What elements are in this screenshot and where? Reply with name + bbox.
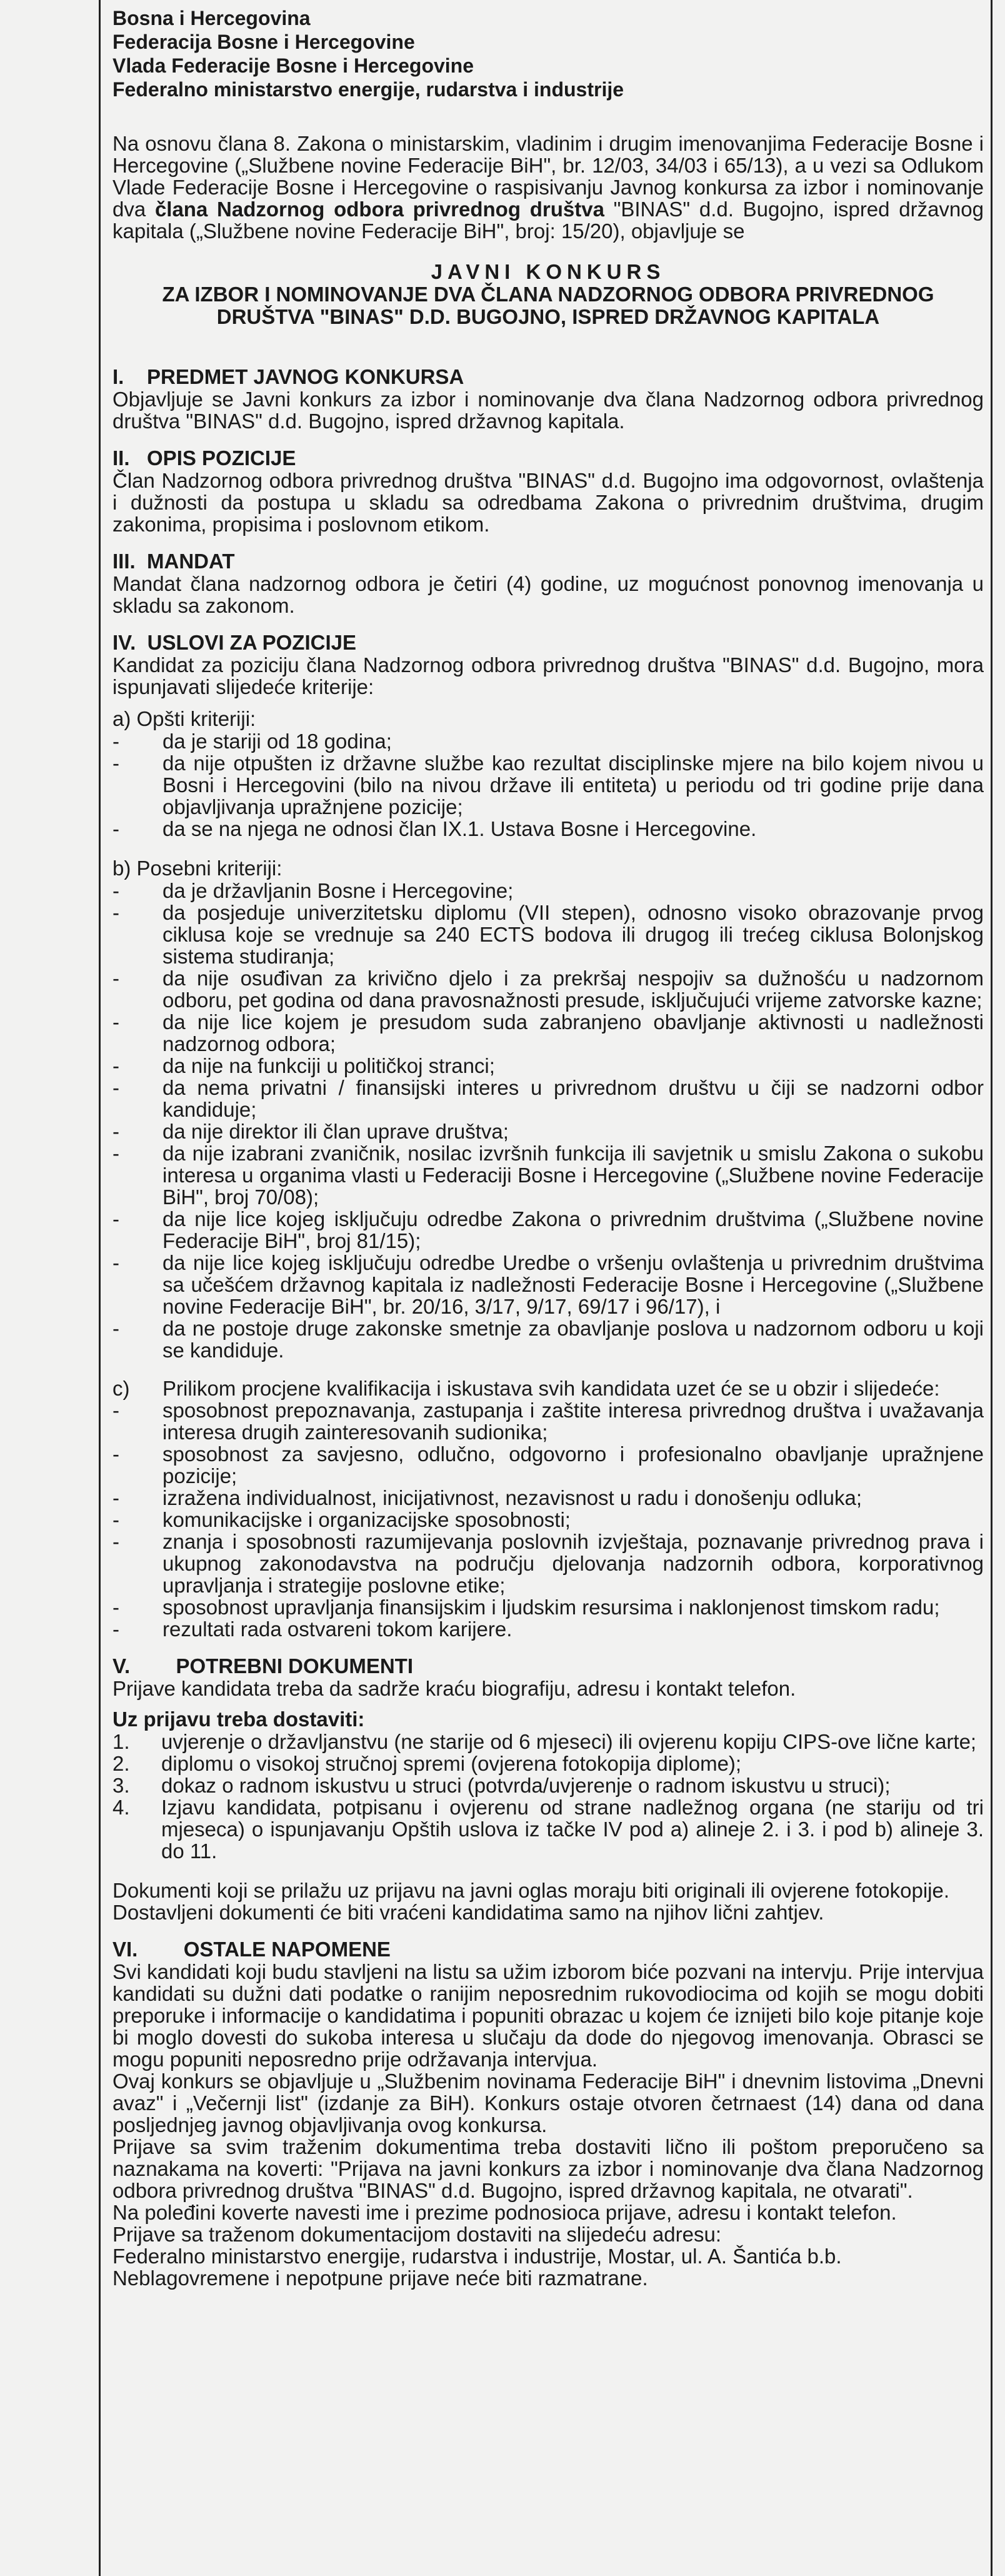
section-notes: [112, 1938, 984, 2289]
list-item: [112, 1731, 984, 1753]
documents-subheading: Uz prijavu treba dostaviti:: [112, 1708, 365, 1731]
item-number: 1.: [112, 1730, 130, 1753]
evaluation-criteria: [112, 1377, 984, 1640]
item-text: dokaz o radnom iskustvu u struci (potvrda/uvjerenje o radnom iskustvu u struci);: [161, 1774, 891, 1797]
item-number: 3.: [112, 1774, 130, 1797]
section-text: Ovaj konkurs se objavljuje u „Službenim novinama Federacije BiH" i dnevnim listovima „Dnevni avaz" i „Večernji list" (izdanje za BiH). Konkurs ostaje otvoren četrnaest (14) dana od dana posljednjeg javnog objavljivanja ovog konkursa.: [112, 2070, 984, 2136]
header-line: Bosna i Hercegovina: [112, 7, 311, 29]
list-item: - rezultati rada ostvareni tokom karijere.: [112, 1618, 984, 1640]
list-item: - da nije direktor ili član uprave društva;: [112, 1120, 984, 1142]
section-heading: V. POTREBNI DOKUMENTI: [112, 1654, 413, 1678]
section-heading: IV. USLOVI ZA POZICIJE: [112, 631, 356, 654]
list-item: - sposobnost prepoznavanja, zastupanja i zaštite interesa privrednog društva i uvažavanja interesa drugih zainteresovanih sudionika;: [112, 1399, 984, 1443]
evaluation-criteria-intro: Prilikom procjene kvalifikacija i iskustava svih kandidata uzet će se u obzir i slijedeće:: [162, 1377, 940, 1400]
section-text: Prijave sa svim traženim dokumentima treba dostaviti lično ili poštom preporučeno sa naznakama na koverti: "Prijava na javni konkurs za izbor i nominovanje dva člana Nadzornog odbora privrednog društva "BINAS" d.d. Bugojno, ispred državnog kapitala, ne otvarati".: [112, 2135, 984, 2202]
item-text: Izjavu kandidata, potpisanu i ovjerenu od strane nadležnog organa (ne stariju od tri mjeseca) o ispunjavanju Opštih uslova iz tačke IV pod a) alineje 2. i 3. i pod b) alineje 3. do 11.: [161, 1796, 984, 1863]
general-criteria-label: a) Opšti kriteriji:: [112, 707, 256, 730]
section-heading: III. MANDAT: [112, 550, 235, 573]
item-text: uvjerenje o državljanstvu (ne starije od 6 mjeseci) ili ovjerenu kopiju CIPS-ove lične karte;: [161, 1730, 977, 1753]
section-text: Dokumenti koji se prilažu uz prijavu na javni oglas moraju biti originali ili ovjerene fotokopije.: [112, 1879, 949, 1902]
section-text: Neblagovremene i nepotpune prijave neće biti razmatrane.: [112, 2267, 648, 2290]
list-item: - da nije lice kojem je presudom suda zabranjeno obavljanje aktivnosti u nadležnosti nadzornog odbora;: [112, 1011, 984, 1055]
header-line: Federacija Bosne i Hercegovine: [112, 31, 415, 53]
list-item: - da nema privatni / finansijski interes u privrednom društvu u čiji se nadzorni odbor kandiduje;: [112, 1077, 984, 1120]
item-number: 2.: [112, 1752, 130, 1775]
list-item: - da ne postoje druge zakonske smetnje za obavljanje poslova u nadzornom odboru u koji se kandiduje.: [112, 1317, 984, 1361]
list-item: - da posjeduje univerzitetsku diplomu (VII stepen), odnosno visoko obrazovanje prvog ciklusa koje se vrednuje sa 240 ECTS bodova ili drugog ili trećeg ciklusa Bolonjskog sistema studiranja;: [112, 902, 984, 967]
intro-bold-text: člana Nadzornog odbora privrednog društva: [154, 198, 604, 221]
intro-text: "BINAS" d.d. Bugojno, ispred državnog kapitala („Službene novine Federacije BiH", broj: 15/20), objavljuje se: [112, 198, 984, 243]
list-item: - da nije lice kojeg isključuju odredbe Zakona o privrednim društvima („Službene novine Federacije BiH", broj 81/15);: [112, 1208, 984, 1252]
section-text: Objavljuje se Javni konkurs za izbor i nominovanje dva člana Nadzornog odbora privrednog društva "BINAS" d.d. Bugojno, ispred državnog kapitala.: [112, 388, 984, 433]
special-criteria-label: b) Posebni kriteriji:: [112, 857, 282, 880]
section-text: Član Nadzornog odbora privrednog društva "BINAS" d.d. Bugojno ima odgovornost, ovlaštenja i dužnosti da postupa u skladu sa odredbama Zakona o privrednim društvima, drugim zakonima, propisima i poslovnom etikom.: [112, 469, 984, 536]
special-criteria-list: [112, 880, 984, 1361]
list-item: [112, 1774, 984, 1796]
section-mandate: [112, 550, 984, 616]
list-item: - da nije lice kojeg isključuju odredbe Uredbe o vršenju ovlaštenja u privrednim društvima sa učešćem državnog kapitala iz nadležnosti Federacije Bosne i Hercegovine („Službene novine Federacije BiH", br. 20/16, 3/17, 9/17, 69/17 i 96/17), i: [112, 1252, 984, 1317]
notice-title: [112, 261, 984, 328]
section-heading: II. OPIS POZICIJE: [112, 446, 296, 470]
section-text: Prijave kandidata treba da sadrže kraću biografiju, adresu i kontakt telefon.: [112, 1677, 796, 1700]
section-conditions: [112, 631, 984, 1640]
list-item: - da nije izabrani zvaničnik, nosilac izvršnih funkcija ili savjetnik u smislu Zakona o sukobu interesa u organima vlasti u Federaciji Bosne i Hercegovine („Službene novine Federacije BiH", broj 70/08);: [112, 1142, 984, 1208]
list-item: - da je državljanin Bosne i Hercegovine;: [112, 880, 984, 902]
documents-list: [112, 1731, 984, 1862]
intro-text: Na osnovu člana 8. Zakona o ministarskim, vladinim i drugim imenovanjima Federacije Bosne i Hercegovine („Službene novine Federacije BiH", br. 12/03, 34/03 i 65/13), a u vezi sa Odlukom Vlade Federacije Bosne i Hercegovine o raspisivanju Javnog konkursa za izbor i nominovanje dva: [112, 132, 984, 221]
header-line: Vlada Federacije Bosne i Hercegovine: [112, 54, 474, 77]
list-item: - sposobnost za savjesno, odlučno, odgovorno i profesionalno obavljanje upražnjene pozicije;: [112, 1443, 984, 1487]
section-text: Mandat člana nadzornog odbora je četiri (4) godine, uz mogućnost ponovnog imenovanja u skladu sa zakonom.: [112, 572, 984, 617]
evaluation-criteria-label: c): [112, 1377, 130, 1400]
section-text: Dostavljeni dokumenti će biti vraćeni kandidatima samo na njihov lični zahtjev.: [112, 1901, 824, 1924]
section-subject: [112, 366, 984, 432]
list-item: - da se na njega ne odnosi član IX.1. Ustava Bosne i Hercegovine.: [112, 818, 984, 840]
title-line: JAVNI KONKURS: [431, 260, 666, 283]
general-criteria-list: [112, 730, 984, 840]
item-number: 4.: [112, 1796, 130, 1819]
list-item: - da nije osuđivan za krivično djelo i za prekršaj nespojiv sa dužnošću u nadzornom odboru, pet godina od dana pravosnažnosti presude, isključujući vrijeme zatvorske kazne;: [112, 967, 984, 1011]
list-item: [112, 1796, 984, 1862]
item-text: diplomu o visokoj stručnoj spremi (ovjerena fotokopija diplome);: [161, 1752, 742, 1775]
section-text: Prijave sa traženom dokumentacijom dostaviti na slijedeću adresu:: [112, 2223, 721, 2246]
section-heading: I. PREDMET JAVNOG KONKURSA: [112, 365, 464, 388]
section-text: Na poleđini koverte navesti ime i prezime podnosioca prijave, adresu i kontakt telefon.: [112, 2201, 897, 2224]
list-item: - komunikacijske i organizacijske sposobnosti;: [112, 1509, 984, 1531]
section-text: Federalno ministarstvo energije, rudarstva i industrije, Mostar, ul. A. Šantića b.b.: [112, 2245, 842, 2268]
section-position: [112, 447, 984, 535]
list-item: [112, 1753, 984, 1774]
list-item: - izražena individualnost, inicijativnost, nezavisnost u radu i donošenju odluka;: [112, 1487, 984, 1509]
list-item: - da nije otpušten iz državne službe kao rezultat disciplinske mjere na bilo kojem nivou u Bosni i Hercegovini (bilo na nivou države ili entiteta) u periodu od tri godine prije dana objavljivanja upražnjene pozicije;: [112, 752, 984, 818]
intro-paragraph: [112, 133, 984, 242]
list-item: - da je stariji od 18 godina;: [112, 730, 984, 752]
section-text: Svi kandidati koji budu stavljeni na listu sa užim izborom biće pozvani na intervju. Prije intervjua kandidati su dužni dati podatke o ranijim neposrednim rukovodiocima od kojih se mogu dobiti preporuke i informacije o kandidatima i popuniti obrazac u kojem će iznijeti bilo koje pitanje koje bi moglo dovesti do sukoba interesa u slučaju da dode do njegovog imenovanja. Obrasci se mogu popuniti neposredno prije održavanja intervjua.: [112, 1960, 984, 2071]
section-documents: [112, 1655, 984, 1923]
list-item: - znanja i sposobnosti razumijevanja poslovnih izvještaja, poznavanje privrednog prava i ukupnog zakonodavstva na području djelovanja nadzornih odbora, korporativnog upravljanja i strategije poslovne etike;: [112, 1531, 984, 1596]
list-item: - da nije na funkciji u političkoj stranci;: [112, 1055, 984, 1077]
title-line: ZA IZBOR I NOMINOVANJE DVA ČLANA NADZORNOG ODBORA PRIVREDNOG: [162, 283, 934, 306]
header-line: Federalno ministarstvo energije, rudarstva i industrije: [112, 78, 624, 101]
issuer-header: [112, 6, 984, 101]
evaluation-criteria-list: [162, 1399, 984, 1640]
section-heading: VI. OSTALE NAPOMENE: [112, 1938, 391, 1961]
section-text: Kandidat za poziciju člana Nadzornog odbora privrednog društva "BINAS" d.d. Bugojno, mora ispunjavati slijedeće kriterije:: [112, 653, 984, 698]
list-item: - sposobnost upravljanja finansijskim i ljudskim resursima i naklonjenost timskom radu;: [112, 1596, 984, 1618]
title-line: DRUŠTVA "BINAS" D.D. BUGOJNO, ISPRED DRŽAVNOG KAPITALA: [216, 305, 880, 328]
